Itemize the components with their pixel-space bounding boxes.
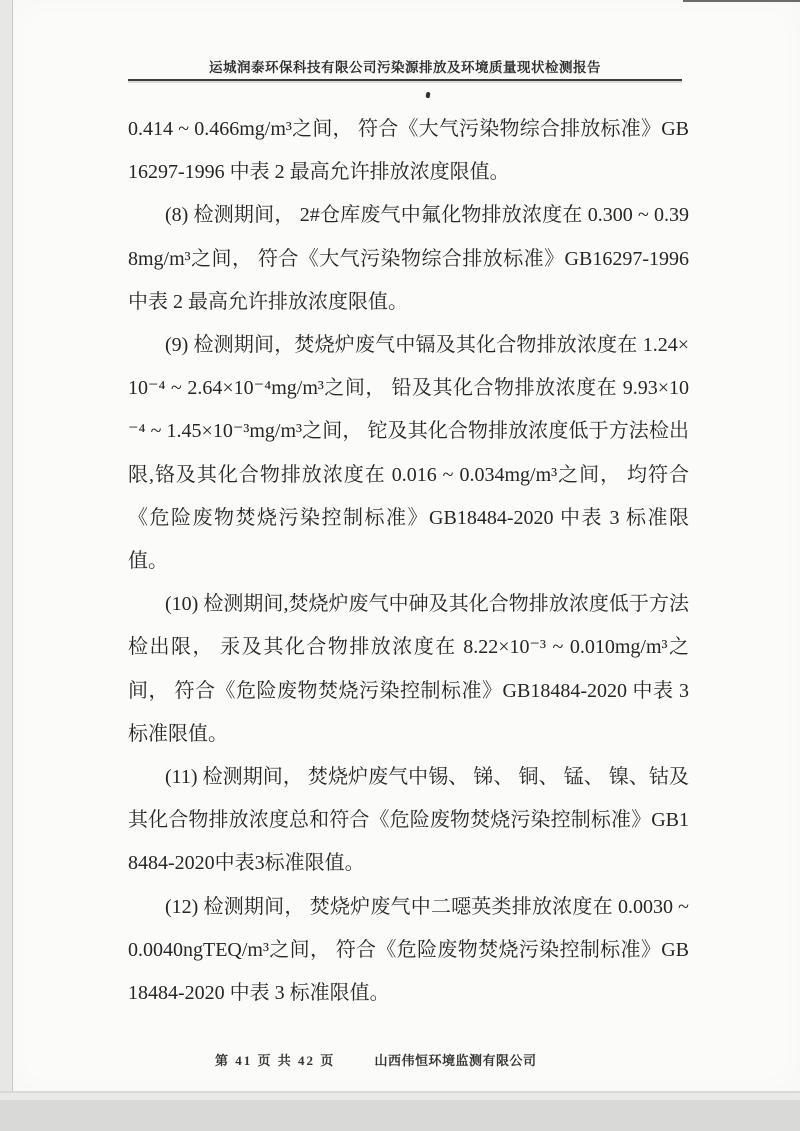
body-paragraph: (11) 检测期间， 焚烧炉废气中锡、 锑、 铜、 锰、 镍、钴及其化合物排放浓度总和符合《危险废物焚烧污染控制标准》GB18484-2020中表3标准限值。: [128, 766, 689, 875]
body-paragraph: 0.414 ~ 0.466mg/m³之间， 符合《大气污染物综合排放标准》GB16297-1996 中表 2 最高允许排放浓度限值。: [128, 118, 689, 184]
body-paragraph: (10) 检测期间,焚烧炉废气中砷及其化合物排放浓度低于方法检出限， 汞及其化合物排放浓度在 8.22×10⁻³ ~ 0.010mg/m³之间， 符合《危险废物焚烧污染控制标准》GB18484-2020 中表 3 标准限值。: [128, 593, 689, 745]
report-body: [128, 108, 689, 1015]
body-paragraph: (12) 检测期间， 焚烧炉废气中二噁英类排放浓度在 0.0030 ~ 0.0040ngTEQ/m³之间， 符合《危险废物焚烧污染控制标准》GB18484-2020 中表 3 标准限值。: [128, 895, 689, 1005]
footer-company-name: 山西伟恒环境监测有限公司: [374, 1053, 537, 1068]
scan-bottom-stripe: [0, 1093, 800, 1100]
body-paragraph: (8) 检测期间， 2#仓库废气中氟化物排放浓度在 0.300 ~ 0.398mg/m³之间， 符合《大气污染物综合排放标准》GB16297-1996 中表 2 最高允许排放浓度限值。: [128, 204, 689, 313]
paper-left-edge-line: [12, 0, 13, 1091]
page-footer: [215, 1050, 715, 1069]
body-paragraph: (9) 检测期间，焚烧炉废气中镉及其化合物排放浓度在 1.24×10⁻⁴ ~ 2.64×10⁻⁴mg/m³之间， 铅及其化合物排放浓度在 9.93×10⁻⁴ ~ 1.45×10⁻³mg/m³之间， 铊及其化合物排放浓度低于方法检出限,铬及其化合物排放浓度在 0.016 ~ 0.034mg/m³之间， 均符合《危险废物焚烧污染控制标准》GB18484-2020 中表 3 标准限值。: [128, 334, 689, 573]
report-header-title: 运城润泰环保科技有限公司污染源排放及环境质量现状检测报告: [209, 60, 601, 75]
scan-edge-artifact: [683, 0, 800, 2]
page-number: 第 41 页 共 42 页: [215, 1053, 336, 1068]
header-underline: [128, 79, 682, 81]
